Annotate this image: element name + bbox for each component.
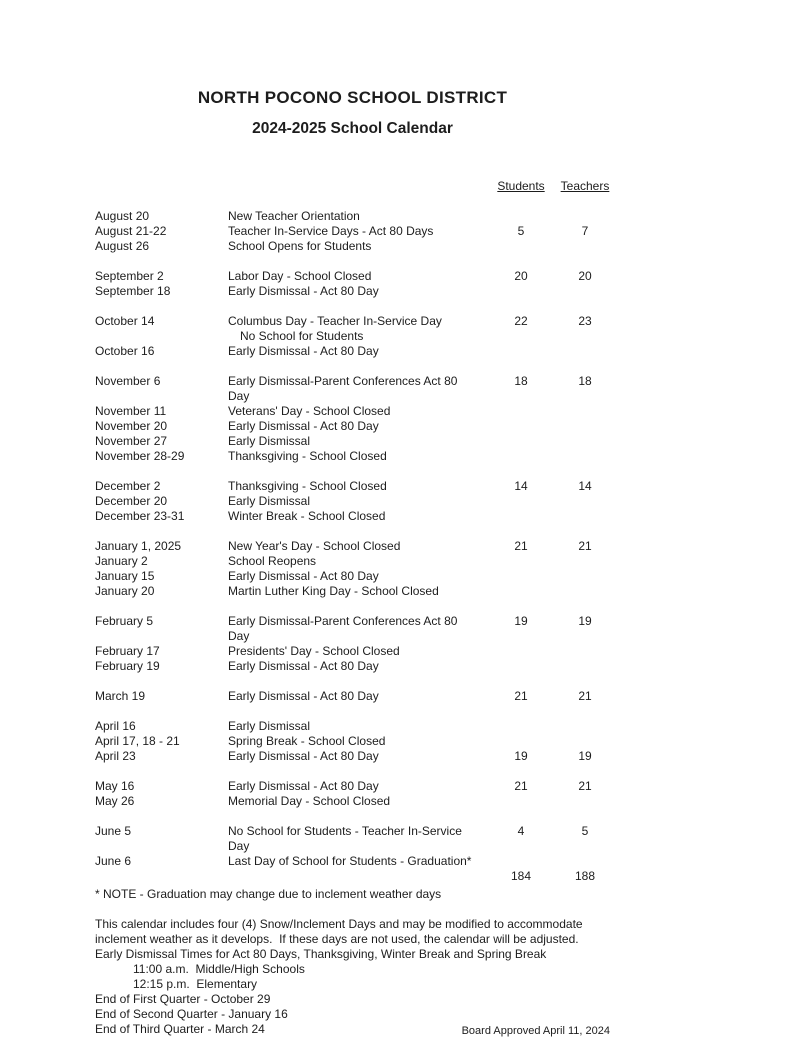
group-spacer xyxy=(95,809,610,824)
calendar-row xyxy=(95,224,610,239)
group-spacer xyxy=(95,599,610,614)
group-spacer xyxy=(95,254,610,269)
event-cell: Early Dismissal - Act 80 Day xyxy=(228,659,379,673)
calendar-row xyxy=(95,719,610,734)
group-spacer xyxy=(95,464,610,479)
date-cell: November 11 xyxy=(95,404,167,418)
students-cell: 184 xyxy=(510,869,532,883)
date-cell: April 17, 18 - 21 xyxy=(95,734,180,748)
students-cell xyxy=(482,719,560,734)
date-cell: January 2 xyxy=(95,554,148,568)
footer-line: End of Third Quarter - March 24 xyxy=(95,1022,265,1036)
students-cell: 14 xyxy=(514,479,528,493)
teachers-cell: 21 xyxy=(578,539,592,553)
students-column-header: Students xyxy=(497,179,545,193)
event-cell: No School for Students xyxy=(240,329,364,343)
date-cell: January 20 xyxy=(95,584,155,598)
teachers-cell xyxy=(560,494,610,509)
calendar-row xyxy=(95,539,610,554)
group-spacer xyxy=(95,674,610,689)
group-spacer xyxy=(95,704,610,719)
students-cell xyxy=(482,854,560,869)
calendar-row xyxy=(95,284,610,299)
teachers-cell xyxy=(560,209,610,224)
calendar-row xyxy=(95,494,610,509)
event-cell xyxy=(228,869,482,884)
teachers-cell: 18 xyxy=(578,374,592,388)
event-cell: Last Day of School for Students - Graduation* xyxy=(228,854,472,868)
calendar-row xyxy=(95,209,610,224)
event-cell: No School for Students - Teacher In-Service Day xyxy=(228,824,466,853)
document-subtitle: 2024-2025 School Calendar xyxy=(252,120,453,137)
students-cell xyxy=(482,569,560,584)
event-cell: Early Dismissal xyxy=(228,494,311,508)
event-cell: Early Dismissal xyxy=(228,719,311,733)
calendar-row xyxy=(95,824,610,854)
footer-lines xyxy=(95,917,610,1037)
calendar-row xyxy=(95,584,610,599)
date-cell: March 19 xyxy=(95,689,146,703)
date-cell xyxy=(95,329,228,344)
date-cell: October 14 xyxy=(95,314,155,328)
teachers-cell xyxy=(560,404,610,419)
students-cell: 5 xyxy=(517,224,525,238)
teachers-cell xyxy=(560,419,610,434)
group-spacer xyxy=(95,359,610,374)
date-cell: May 26 xyxy=(95,794,135,808)
teachers-cell xyxy=(560,434,610,449)
teachers-column-header: Teachers xyxy=(560,179,610,193)
calendar-table xyxy=(95,149,610,884)
event-cell: Thanksgiving - School Closed xyxy=(228,479,387,493)
calendar-row xyxy=(95,734,610,749)
footer-block xyxy=(95,917,610,1037)
students-cell xyxy=(482,659,560,674)
teachers-cell: 188 xyxy=(574,869,596,883)
date-cell: January 1, 2025 xyxy=(95,539,182,553)
date-cell: May 16 xyxy=(95,779,135,793)
footer-line: inclement weather as it develops. If these days are not used, the calendar will be adjusted. xyxy=(95,932,579,946)
calendar-row xyxy=(95,659,610,674)
teachers-cell: 5 xyxy=(581,824,589,838)
students-cell xyxy=(482,794,560,809)
calendar-row xyxy=(95,419,610,434)
teachers-cell xyxy=(560,329,610,344)
calendar-row xyxy=(95,344,610,359)
students-cell: 4 xyxy=(517,824,525,838)
students-cell xyxy=(482,284,560,299)
teachers-cell xyxy=(560,569,610,584)
teachers-cell xyxy=(560,284,610,299)
event-cell: New Teacher Orientation xyxy=(228,209,360,223)
event-cell: Early Dismissal - Act 80 Day xyxy=(228,689,379,703)
students-cell: 21 xyxy=(514,779,528,793)
teachers-cell: 21 xyxy=(578,689,592,703)
date-cell: December 2 xyxy=(95,479,161,493)
calendar-row xyxy=(95,509,610,524)
event-cell: School Reopens xyxy=(228,554,317,568)
calendar-row xyxy=(95,794,610,809)
calendar-row xyxy=(95,749,610,764)
students-cell xyxy=(482,329,560,344)
event-cell: Early Dismissal - Act 80 Day xyxy=(228,749,379,763)
students-cell: 21 xyxy=(514,539,528,553)
date-cell: November 27 xyxy=(95,434,168,448)
teachers-cell: 7 xyxy=(581,224,589,238)
date-cell: August 20 xyxy=(95,209,150,223)
students-cell xyxy=(482,404,560,419)
date-cell: April 23 xyxy=(95,749,136,763)
calendar-row xyxy=(95,434,610,449)
students-cell xyxy=(482,584,560,599)
date-cell: August 21-22 xyxy=(95,224,167,238)
calendar-header-row xyxy=(95,149,610,209)
group-spacer xyxy=(95,524,610,539)
teachers-cell xyxy=(560,734,610,749)
event-cell: Early Dismissal - Act 80 Day xyxy=(228,284,379,298)
date-cell: June 5 xyxy=(95,824,132,838)
event-cell: School Opens for Students xyxy=(228,239,372,253)
teachers-cell xyxy=(560,449,610,464)
date-column-header xyxy=(95,149,228,209)
document-title: NORTH POCONO SCHOOL DISTRICT xyxy=(197,88,508,107)
teachers-cell: 20 xyxy=(578,269,592,283)
calendar-row xyxy=(95,374,610,404)
event-cell: Teacher In-Service Days - Act 80 Days xyxy=(228,224,434,238)
teachers-cell xyxy=(560,509,610,524)
event-column-header xyxy=(228,149,482,209)
date-cell: February 17 xyxy=(95,644,160,658)
students-cell xyxy=(482,644,560,659)
calendar-row xyxy=(95,854,610,869)
teachers-cell: 21 xyxy=(578,779,592,793)
event-cell: Columbus Day - Teacher In-Service Day xyxy=(228,314,442,328)
date-cell: January 15 xyxy=(95,569,155,583)
footer-line: Early Dismissal Times for Act 80 Days, Thanksgiving, Winter Break and Spring Break xyxy=(95,947,547,961)
students-cell xyxy=(482,344,560,359)
teachers-cell xyxy=(560,554,610,569)
teachers-cell: 19 xyxy=(578,749,592,763)
board-approved-text: Board Approved April 11, 2024 xyxy=(461,1025,610,1037)
calendar-row xyxy=(95,404,610,419)
event-cell: Labor Day - School Closed xyxy=(228,269,372,283)
students-cell: 21 xyxy=(514,689,528,703)
date-cell: June 6 xyxy=(95,854,132,868)
footer-line: End of First Quarter - October 29 xyxy=(95,992,271,1006)
document-content xyxy=(95,88,610,1037)
teachers-cell xyxy=(560,659,610,674)
students-cell xyxy=(482,449,560,464)
students-cell xyxy=(482,209,560,224)
teachers-cell xyxy=(560,854,610,869)
teachers-cell: 19 xyxy=(578,614,592,628)
students-cell xyxy=(482,494,560,509)
students-cell: 20 xyxy=(514,269,528,283)
calendar-row xyxy=(95,869,610,884)
date-cell: February 19 xyxy=(95,659,160,673)
students-cell: 22 xyxy=(514,314,528,328)
date-cell: October 16 xyxy=(95,344,155,358)
event-cell: Thanksgiving - School Closed xyxy=(228,449,387,463)
calendar-row xyxy=(95,314,610,329)
date-cell: December 20 xyxy=(95,494,168,508)
date-cell: February 5 xyxy=(95,614,154,628)
teachers-cell xyxy=(560,719,610,734)
graduation-note: * NOTE - Graduation may change due to inclement weather days xyxy=(95,887,442,901)
students-cell: 19 xyxy=(514,614,528,628)
footer-line: This calendar includes four (4) Snow/Inclement Days and may be modified to accommodate xyxy=(95,917,583,931)
footer-line: 12:15 p.m. Elementary xyxy=(133,977,258,991)
date-cell: November 28-29 xyxy=(95,449,185,463)
students-cell xyxy=(482,419,560,434)
date-cell: September 18 xyxy=(95,284,171,298)
teachers-cell xyxy=(560,584,610,599)
date-cell xyxy=(95,869,228,884)
calendar-row xyxy=(95,269,610,284)
event-cell: Early Dismissal - Act 80 Day xyxy=(228,569,379,583)
calendar-row xyxy=(95,779,610,794)
teachers-cell xyxy=(560,239,610,254)
event-cell: Early Dismissal - Act 80 Day xyxy=(228,779,379,793)
calendar-row xyxy=(95,644,610,659)
calendar-row xyxy=(95,554,610,569)
calendar-row xyxy=(95,614,610,644)
date-cell: April 16 xyxy=(95,719,136,733)
students-cell: 18 xyxy=(514,374,528,388)
event-cell: Spring Break - School Closed xyxy=(228,734,386,748)
students-cell: 19 xyxy=(514,749,528,763)
students-cell xyxy=(482,509,560,524)
event-cell: Early Dismissal - Act 80 Day xyxy=(228,344,379,358)
group-spacer xyxy=(95,764,610,779)
calendar-row xyxy=(95,569,610,584)
students-cell xyxy=(482,239,560,254)
teachers-cell xyxy=(560,344,610,359)
date-cell: September 2 xyxy=(95,269,164,283)
group-spacer xyxy=(95,299,610,314)
students-cell xyxy=(482,734,560,749)
event-cell: New Year's Day - School Closed xyxy=(228,539,401,553)
footer-line: End of Second Quarter - January 16 xyxy=(95,1007,288,1021)
calendar-row xyxy=(95,329,610,344)
teachers-cell: 14 xyxy=(578,479,592,493)
event-cell: Veterans' Day - School Closed xyxy=(228,404,391,418)
event-cell: Early Dismissal - Act 80 Day xyxy=(228,419,379,433)
date-cell: August 26 xyxy=(95,239,150,253)
event-cell: Memorial Day - School Closed xyxy=(228,794,391,808)
calendar-row xyxy=(95,479,610,494)
date-cell: December 23-31 xyxy=(95,509,185,523)
calendar-row xyxy=(95,689,610,704)
event-cell: Early Dismissal-Parent Conferences Act 80 Day xyxy=(228,614,461,643)
date-cell: November 20 xyxy=(95,419,168,433)
teachers-cell xyxy=(560,794,610,809)
event-cell: Winter Break - School Closed xyxy=(228,509,386,523)
event-cell: Martin Luther King Day - School Closed xyxy=(228,584,439,598)
event-cell: Early Dismissal-Parent Conferences Act 80 Day xyxy=(228,374,461,403)
footer-line: 11:00 a.m. Middle/High Schools xyxy=(133,962,305,976)
event-cell: Early Dismissal xyxy=(228,434,311,448)
students-cell xyxy=(482,434,560,449)
date-cell: November 6 xyxy=(95,374,161,388)
calendar-row xyxy=(95,239,610,254)
teachers-cell xyxy=(560,644,610,659)
students-cell xyxy=(482,554,560,569)
calendar-table-body xyxy=(95,209,610,884)
teachers-cell: 23 xyxy=(578,314,592,328)
event-cell: Presidents' Day - School Closed xyxy=(228,644,400,658)
calendar-row xyxy=(95,449,610,464)
